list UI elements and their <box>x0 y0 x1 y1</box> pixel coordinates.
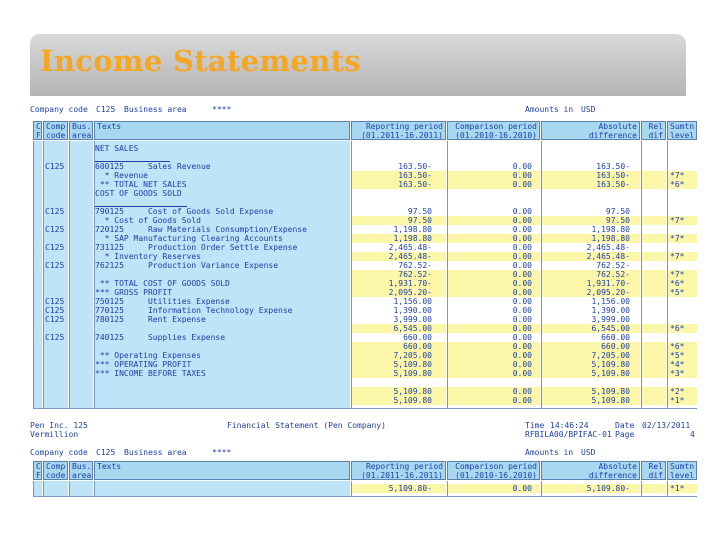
amounts-in-label: Amounts in <box>525 448 574 457</box>
row-sumtn-level: *7* <box>670 270 685 279</box>
row-absolute-value[interactable]: 1,390.00 <box>591 306 630 315</box>
hdr-comp[interactable] <box>43 121 68 140</box>
row-row-text[interactable]: COST OF GOODS SOLD <box>95 189 182 198</box>
hdr2-bus[interactable] <box>69 461 93 480</box>
row-bottom-line <box>33 408 697 409</box>
row-reporting-value[interactable]: 97.50 <box>407 207 432 216</box>
row-comparison-value[interactable]: 0.00 <box>512 288 532 297</box>
hdr2-texts-line2 <box>95 471 349 472</box>
row-comparison-value[interactable]: 0.00 <box>512 270 532 279</box>
slide-title: Income Statements <box>40 44 361 78</box>
row-comparison-value[interactable] <box>447 198 532 207</box>
row-reporting-value[interactable]: 7,205.00 <box>393 351 432 360</box>
row-comparison-value[interactable]: 0.00 <box>512 297 532 306</box>
row-row-text[interactable]: 600125 Sales Revenue <box>95 162 211 171</box>
hdr2-comparison-line1: Comparison period <box>455 462 537 471</box>
row-comparison-value[interactable]: 0.00 <box>512 171 532 180</box>
row-row-text[interactable]: 731125 Production Order Settle Expense <box>95 243 298 252</box>
row-col-bus <box>69 141 93 408</box>
report-area <box>30 98 698 513</box>
hdr2-cf[interactable] <box>33 461 42 480</box>
row-absolute-value[interactable]: 97.50 <box>605 216 630 225</box>
row-reporting-value[interactable] <box>351 189 432 198</box>
row-comparison-value[interactable]: 0.00 <box>512 324 532 333</box>
row-highlight <box>642 342 666 351</box>
row-reporting-value[interactable]: 2,465.48- <box>388 243 432 252</box>
company-code-label: Company code <box>30 448 88 457</box>
row-highlight <box>642 171 666 180</box>
row-absolute-value[interactable]: 5,109.80 <box>591 360 630 369</box>
row-row-text[interactable]: * Cost of Goods Sold <box>95 216 201 225</box>
row2-absolute-value[interactable]: 5,109.80- <box>586 484 630 493</box>
row-absolute-value[interactable]: 97.50 <box>605 207 630 216</box>
row-comparison-value[interactable]: 0.00 <box>512 360 532 369</box>
row-highlight <box>642 387 666 396</box>
hdr-comparison-line1: Comparison period <box>455 122 537 131</box>
row-reporting-value[interactable] <box>351 144 432 153</box>
row-row-text[interactable]: 720125 Raw Materials Consumption/Expense <box>95 225 307 234</box>
row-comparison-value[interactable]: 0.00 <box>512 261 532 270</box>
hdr2-reporting-line2: (01.2011-16.2011) <box>361 471 443 480</box>
row-reporting-value[interactable]: 1,198.80 <box>393 225 432 234</box>
hdr2-absolute-line1: Absolute <box>598 462 637 471</box>
hdr2-comparison-line2: (01.2010-16.2010) <box>455 471 537 480</box>
row-row-text[interactable] <box>95 396 349 405</box>
row-reporting-value[interactable] <box>351 153 432 162</box>
row-absolute-value[interactable]: 1,198.80 <box>591 225 630 234</box>
row-comparison-value[interactable]: 0.00 <box>512 342 532 351</box>
row2-reporting-value[interactable]: 5,109.80- <box>388 484 432 493</box>
row-row-text[interactable]: * SAP Manufacturing Clearing Accounts <box>95 234 283 243</box>
row-reporting-value[interactable]: 5,109.80 <box>393 387 432 396</box>
row-row-text[interactable]: 780125 Rent Expense <box>95 315 206 324</box>
cogs-underline <box>95 206 187 207</box>
row-absolute-value[interactable]: 2,465.48- <box>586 243 630 252</box>
footer-report-title: Financial Statement (Pen Company) <box>227 421 386 430</box>
row-comparison-value[interactable]: 0.00 <box>512 234 532 243</box>
hdr-texts[interactable] <box>94 121 350 140</box>
hdr2-sumtn-line2: level <box>670 471 695 480</box>
row-comp-code: C125 <box>45 333 65 342</box>
hdr-rel[interactable] <box>641 121 666 140</box>
row-row-text[interactable] <box>95 270 349 279</box>
row-comparison-value[interactable]: 0.00 <box>512 351 532 360</box>
hdr2-texts[interactable] <box>94 461 350 480</box>
row-sumtn-level: *7* <box>670 171 685 180</box>
hdr-reporting-line2: (01.2011-16.2011) <box>361 131 443 140</box>
hdr-bus[interactable] <box>69 121 93 140</box>
hdr2-sumtn-line1: Sumtn <box>670 462 695 471</box>
row2-col-cf <box>33 481 42 496</box>
hdr2-texts-line1: Texts <box>97 462 122 471</box>
footer-date-label: Date <box>615 421 635 430</box>
net-sales-underline <box>95 161 170 162</box>
row2-col-bus <box>69 481 93 496</box>
row-highlight <box>642 351 666 360</box>
business-area-label: Business area <box>124 105 187 114</box>
row-comp-code: C125 <box>45 261 65 270</box>
row-comparison-value[interactable]: 0.00 <box>512 333 532 342</box>
hdr2-rel[interactable] <box>641 461 666 480</box>
row-highlight <box>642 270 666 279</box>
hdr-reporting[interactable] <box>351 121 446 140</box>
hdr-comp-line2: code <box>46 131 66 140</box>
row-col-cf <box>33 141 42 408</box>
row-reporting-value[interactable]: 163.50- <box>398 180 432 189</box>
hdr2-reporting[interactable] <box>351 461 446 480</box>
row-absolute-value[interactable]: 3,999.00 <box>591 315 630 324</box>
row-absolute-value[interactable]: 5,109.80 <box>591 369 630 378</box>
hdr2-comp-line2: code <box>46 471 66 480</box>
row-absolute-value[interactable] <box>541 378 630 387</box>
hdr2-comp-line1: Comp <box>46 462 66 471</box>
row-absolute-value[interactable]: 1,156.00 <box>591 297 630 306</box>
row-absolute-value[interactable]: 762.52- <box>596 270 630 279</box>
row2-highlight <box>642 484 666 493</box>
row-highlight <box>642 180 666 189</box>
hdr2-rel-line1: Rel <box>648 462 663 471</box>
row-absolute-value[interactable]: 7,205.00 <box>591 351 630 360</box>
row-comparison-value[interactable]: 0.00 <box>512 315 532 324</box>
hdr-rel-line1: Rel <box>648 122 663 131</box>
row2-row-text[interactable] <box>95 484 349 493</box>
row-comparison-value[interactable]: 0.00 <box>512 225 532 234</box>
row-row-text[interactable] <box>95 387 349 396</box>
row-absolute-value[interactable] <box>541 144 630 153</box>
row-reporting-value[interactable]: 6,545.00 <box>393 324 432 333</box>
row-reporting-value[interactable]: 762.52- <box>398 261 432 270</box>
row-comparison-value[interactable]: 0.00 <box>512 162 532 171</box>
row-sumtn-level: *5* <box>670 351 685 360</box>
row-comparison-value[interactable]: 0.00 <box>512 252 532 261</box>
hdr-comp-line1: Comp <box>46 122 66 131</box>
hdr-bus-line2: area <box>72 131 92 140</box>
row-reporting-value[interactable]: 660.00 <box>403 342 432 351</box>
row-comparison-value[interactable]: 0.00 <box>512 216 532 225</box>
hdr2-sumtn[interactable] <box>667 461 697 480</box>
footer-page: 4 <box>690 430 695 439</box>
row-absolute-value[interactable]: 2,095.20- <box>586 288 630 297</box>
row-col-comp <box>43 141 68 408</box>
row-comparison-value[interactable]: 0.00 <box>512 369 532 378</box>
row-row-text[interactable]: 770125 Information Technology Expense <box>95 306 293 315</box>
company-code-value: C125 <box>96 448 116 457</box>
row-row-text[interactable]: *** INCOME BEFORE TAXES <box>95 369 206 378</box>
company-code-value: C125 <box>96 105 116 114</box>
hdr-comparison[interactable] <box>447 121 540 140</box>
hdr2-bus-line1: Bus. <box>72 462 92 471</box>
row-absolute-value[interactable]: 5,109.80 <box>591 387 630 396</box>
row-row-text[interactable]: ** TOTAL COST OF GOODS SOLD <box>95 279 230 288</box>
row-comparison-value[interactable] <box>447 378 532 387</box>
row-highlight <box>642 360 666 369</box>
footer-location: Vermillion <box>30 430 79 439</box>
row-comp-code: C125 <box>45 162 65 171</box>
hdr2-absolute-line2: difference <box>588 471 637 480</box>
footer-time: 14:46:24 <box>550 421 589 430</box>
row2-sumtn-level: *1* <box>670 484 685 493</box>
row-comp-code: C125 <box>45 297 65 306</box>
row-comparison-value[interactable]: 0.00 <box>512 243 532 252</box>
row-reporting-value[interactable]: 5,109.80 <box>393 369 432 378</box>
row-comparison-value[interactable] <box>447 153 532 162</box>
row-row-text[interactable]: ** Operating Expenses <box>95 351 201 360</box>
row2-bottom-line <box>33 496 697 497</box>
row-reporting-value[interactable]: 762.52- <box>398 270 432 279</box>
row-reporting-value[interactable]: 5,109.80 <box>393 396 432 405</box>
footer-company: Pen Inc. 125 <box>30 421 88 430</box>
row-reporting-value[interactable]: 163.50- <box>398 162 432 171</box>
row-sumtn-level: *2* <box>670 387 685 396</box>
row-absolute-value[interactable]: 163.50- <box>596 180 630 189</box>
row-absolute-value[interactable]: 660.00 <box>601 333 630 342</box>
row-absolute-value[interactable] <box>541 189 630 198</box>
row-highlight <box>642 324 666 333</box>
footer-date: 02/13/2011 <box>642 421 691 430</box>
row-absolute-value[interactable] <box>541 198 630 207</box>
row-row-text[interactable]: * Inventory Reserves <box>95 252 201 261</box>
hdr-sumtn-line2: level <box>670 131 695 140</box>
footer-time-label: Time <box>525 421 545 430</box>
row-absolute-value[interactable]: 1,931.70- <box>586 279 630 288</box>
row-row-text[interactable]: 790125 Cost of Goods Sold Expense <box>95 207 274 216</box>
hdr-absolute-line1: Absolute <box>598 122 637 131</box>
hdr2-absolute[interactable] <box>541 461 640 480</box>
hdr2-reporting-line1: Reporting period <box>365 462 443 471</box>
row-sumtn-level: *6* <box>670 324 685 333</box>
hdr-texts-line1: Texts <box>97 122 122 131</box>
row-reporting-value[interactable]: 2,465.48- <box>388 252 432 261</box>
row-sumtn-level: *3* <box>670 369 685 378</box>
row-reporting-value[interactable]: 660.00 <box>403 333 432 342</box>
hdr-bus-line1: Bus. <box>72 122 92 131</box>
row-absolute-value[interactable]: 2,465.48- <box>586 252 630 261</box>
row-row-text[interactable]: 762125 Production Variance Expense <box>95 261 279 270</box>
hdr-comparison-line2: (01.2010-16.2010) <box>455 131 537 140</box>
row-sumtn-level: *7* <box>670 216 685 225</box>
row-sumtn-level: *1* <box>670 396 685 405</box>
row-comp-code: C125 <box>45 306 65 315</box>
row-reporting-value[interactable]: 1,198.80 <box>393 234 432 243</box>
row-comparison-value[interactable]: 0.00 <box>512 207 532 216</box>
row-highlight <box>642 288 666 297</box>
hdr-absolute-line2: difference <box>588 131 637 140</box>
row-highlight <box>642 216 666 225</box>
row-comp-code: C125 <box>45 225 65 234</box>
row-absolute-value[interactable]: 1,198.80 <box>591 234 630 243</box>
row-reporting-value[interactable]: 163.50- <box>398 171 432 180</box>
row-absolute-value[interactable]: 762.52- <box>596 261 630 270</box>
currency-value: USD <box>581 105 596 114</box>
row-sumtn-level: *4* <box>670 360 685 369</box>
row-comparison-value[interactable] <box>447 144 532 153</box>
row-row-text[interactable]: 740125 Supplies Expense <box>95 333 226 342</box>
row2-col-comp <box>43 481 68 496</box>
hdr2-bus-line2: area <box>72 471 92 480</box>
row-reporting-value[interactable] <box>351 378 432 387</box>
business-area-value: **** <box>212 448 232 457</box>
hdr-texts-line2 <box>95 131 349 132</box>
row-reporting-value[interactable]: 1,390.00 <box>393 306 432 315</box>
row-comparison-value[interactable]: 0.00 <box>512 396 532 405</box>
hdr-cf[interactable] <box>33 121 42 140</box>
hdr-cf-line1: C <box>36 122 41 131</box>
footer-page-label: Page <box>615 430 635 439</box>
row-row-text[interactable] <box>95 342 349 351</box>
row-row-text[interactable]: 750125 Utilities Expense <box>95 297 230 306</box>
row-highlight <box>642 252 666 261</box>
row-highlight <box>642 234 666 243</box>
row-row-text[interactable]: ** TOTAL NET SALES <box>95 180 187 189</box>
row-absolute-value[interactable] <box>541 153 630 162</box>
row-comp-code: C125 <box>45 243 65 252</box>
row-absolute-value[interactable]: 5,109.80 <box>591 396 630 405</box>
row-absolute-value[interactable]: 163.50- <box>596 171 630 180</box>
row-row-text[interactable]: * Revenue <box>95 171 148 180</box>
row-comp-code: C125 <box>45 207 65 216</box>
row-reporting-value[interactable]: 2,095.20- <box>388 288 432 297</box>
row-absolute-value[interactable]: 660.00 <box>601 342 630 351</box>
row-reporting-value[interactable]: 5,109.80 <box>393 360 432 369</box>
row-sumtn-level: *6* <box>670 342 685 351</box>
hdr2-cf-line1: C <box>36 462 41 471</box>
row-sumtn-level: *6* <box>670 180 685 189</box>
hdr-reporting-line1: Reporting period <box>365 122 443 131</box>
hdr-sumtn-line1: Sumtn <box>670 122 695 131</box>
row-row-text[interactable] <box>95 324 349 333</box>
hdr-absolute[interactable] <box>541 121 640 140</box>
row-highlight <box>642 279 666 288</box>
row-reporting-value[interactable]: 1,156.00 <box>393 297 432 306</box>
row-row-text[interactable]: NET SALES <box>95 144 139 153</box>
hdr-rel-line2: dif <box>648 131 663 140</box>
row-sumtn-level: *7* <box>670 234 685 243</box>
row-reporting-value[interactable] <box>351 198 432 207</box>
business-area-value: **** <box>212 105 232 114</box>
row2-comparison-value[interactable]: 0.00 <box>512 484 532 493</box>
currency-value: USD <box>581 448 596 457</box>
row-comparison-value[interactable] <box>447 189 532 198</box>
hdr2-cf-line2: F <box>36 471 41 480</box>
business-area-label: Business area <box>124 448 187 457</box>
hdr2-rel-line2: dif <box>648 471 663 480</box>
hdr2-comp[interactable] <box>43 461 68 480</box>
row-sumtn-level: *6* <box>670 279 685 288</box>
row-absolute-value[interactable]: 163.50- <box>596 162 630 171</box>
row-comparison-value[interactable]: 0.00 <box>512 180 532 189</box>
row-reporting-value[interactable]: 1,931.70- <box>388 279 432 288</box>
row-comparison-value[interactable]: 0.00 <box>512 279 532 288</box>
hdr2-comparison[interactable] <box>447 461 540 480</box>
row-sumtn-level: *5* <box>670 288 685 297</box>
footer-program: RFBILA00/BPIFAC-01 <box>525 430 612 439</box>
row-comparison-value[interactable]: 0.00 <box>512 306 532 315</box>
row-row-text[interactable]: *** GROSS PROFIT <box>95 288 173 297</box>
row-row-text[interactable]: *** OPERATING PROFIT <box>95 360 192 369</box>
row-reporting-value[interactable]: 97.50 <box>407 216 432 225</box>
row-comp-code: C125 <box>45 315 65 324</box>
row-reporting-value[interactable]: 3,999.00 <box>393 315 432 324</box>
row-absolute-value[interactable]: 6,545.00 <box>591 324 630 333</box>
row-comparison-value[interactable]: 0.00 <box>512 387 532 396</box>
company-code-label: Company code <box>30 105 88 114</box>
row-row-text[interactable] <box>95 378 349 387</box>
amounts-in-label: Amounts in <box>525 105 574 114</box>
hdr-cf-line2: F <box>36 131 41 140</box>
hdr-sumtn[interactable] <box>667 121 697 140</box>
row-highlight <box>642 369 666 378</box>
row-sumtn-level: *7* <box>670 252 685 261</box>
row-highlight <box>642 396 666 405</box>
